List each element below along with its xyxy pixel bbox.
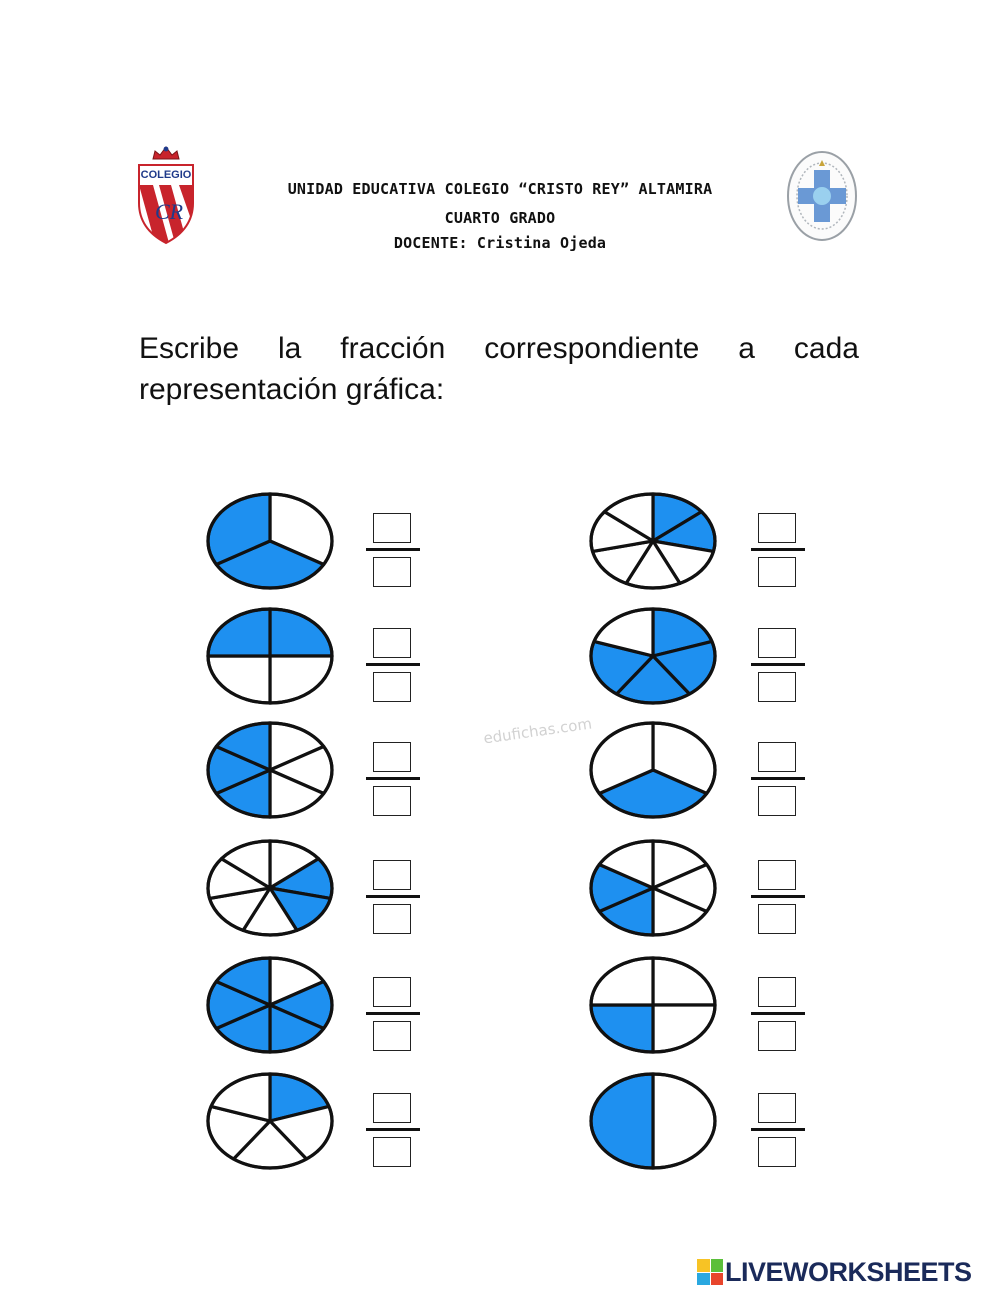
fraction-answer-left-5 xyxy=(366,977,420,1057)
watermark: edufichas.com xyxy=(482,714,594,748)
numerator-input[interactable] xyxy=(373,742,411,772)
fraction-bar xyxy=(751,895,805,898)
liveworksheets-icon xyxy=(697,1259,723,1285)
fraction-bar xyxy=(751,777,805,780)
denominator-input[interactable] xyxy=(758,1021,796,1051)
instruction-word: correspondiente xyxy=(484,332,700,365)
instruction-word: cada xyxy=(793,332,859,365)
instruction-text xyxy=(139,328,859,410)
instruction-line-2: representación gráfica: xyxy=(139,373,445,406)
denominator-input[interactable] xyxy=(373,1021,411,1051)
fraction-pie-right-2 xyxy=(585,603,721,709)
fraction-answer-right-3 xyxy=(751,742,805,822)
numerator-input[interactable] xyxy=(373,860,411,890)
liveworksheets-brand xyxy=(697,1257,972,1287)
fraction-bar xyxy=(751,1012,805,1015)
instruction-word: la xyxy=(277,332,302,365)
pie-sector-empty xyxy=(653,1074,715,1168)
numerator-input[interactable] xyxy=(758,742,796,772)
denominator-input[interactable] xyxy=(758,557,796,587)
fraction-answer-left-3 xyxy=(366,742,420,822)
instruction-word: a xyxy=(738,332,755,365)
instruction-word: fracción xyxy=(340,332,446,365)
fraction-answer-left-2 xyxy=(366,628,420,708)
fraction-pie-right-1 xyxy=(585,488,721,594)
fraction-pie-right-6 xyxy=(585,1068,721,1174)
fraction-pie-left-5 xyxy=(202,952,338,1058)
numerator-input[interactable] xyxy=(373,628,411,658)
fraction-answer-right-4 xyxy=(751,860,805,940)
denominator-input[interactable] xyxy=(373,904,411,934)
teacher-label: DOCENTE: Cristina Ojeda xyxy=(393,234,607,252)
fraction-answer-right-2 xyxy=(751,628,805,708)
fraction-pie-right-5 xyxy=(585,952,721,1058)
school-name: UNIDAD EDUCATIVA COLEGIO “CRISTO REY” ALTAMIRA xyxy=(287,180,713,198)
fraction-bar xyxy=(366,1128,420,1131)
fraction-pie-left-6 xyxy=(202,1068,338,1174)
numerator-input[interactable] xyxy=(373,1093,411,1123)
denominator-input[interactable] xyxy=(758,1137,796,1167)
pie-sector-shaded xyxy=(591,1074,653,1168)
fraction-answer-right-6 xyxy=(751,1093,805,1173)
denominator-input[interactable] xyxy=(758,904,796,934)
numerator-input[interactable] xyxy=(758,628,796,658)
fraction-answer-right-1 xyxy=(751,513,805,593)
svg-text:COLEGIO: COLEGIO xyxy=(140,169,192,181)
denominator-input[interactable] xyxy=(758,786,796,816)
fraction-pie-right-3 xyxy=(585,717,721,823)
fraction-bar xyxy=(751,1128,805,1131)
numerator-input[interactable] xyxy=(373,513,411,543)
fraction-pie-right-4 xyxy=(585,835,721,941)
denominator-input[interactable] xyxy=(373,786,411,816)
numerator-input[interactable] xyxy=(758,977,796,1007)
fraction-bar xyxy=(366,1012,420,1015)
numerator-input[interactable] xyxy=(373,977,411,1007)
fraction-answer-left-1 xyxy=(366,513,420,593)
instruction-word: Escribe xyxy=(139,332,240,365)
fraction-pie-left-1 xyxy=(202,488,338,594)
denominator-input[interactable] xyxy=(373,672,411,702)
fraction-answer-left-4 xyxy=(366,860,420,940)
fraction-bar xyxy=(366,777,420,780)
denominator-input[interactable] xyxy=(373,1137,411,1167)
instruction-line-1 xyxy=(139,328,859,369)
svg-text:CR: CR xyxy=(154,199,184,224)
denominator-input[interactable] xyxy=(758,672,796,702)
fraction-pie-left-4 xyxy=(202,835,338,941)
fraction-pie-left-3 xyxy=(202,717,338,823)
brand-text: LIVEWORKSHEETS xyxy=(725,1256,972,1287)
numerator-input[interactable] xyxy=(758,513,796,543)
fraction-bar xyxy=(366,548,420,551)
fraction-pie-left-2 xyxy=(202,603,338,709)
denominator-input[interactable] xyxy=(373,557,411,587)
numerator-input[interactable] xyxy=(758,1093,796,1123)
fraction-bar xyxy=(751,548,805,551)
fraction-bar xyxy=(751,663,805,666)
numerator-input[interactable] xyxy=(758,860,796,890)
fraction-answer-left-6 xyxy=(366,1093,420,1173)
grade-label: CUARTO GRADO xyxy=(444,209,556,227)
fraction-answer-right-5 xyxy=(751,977,805,1057)
fraction-bar xyxy=(366,895,420,898)
fraction-bar xyxy=(366,663,420,666)
